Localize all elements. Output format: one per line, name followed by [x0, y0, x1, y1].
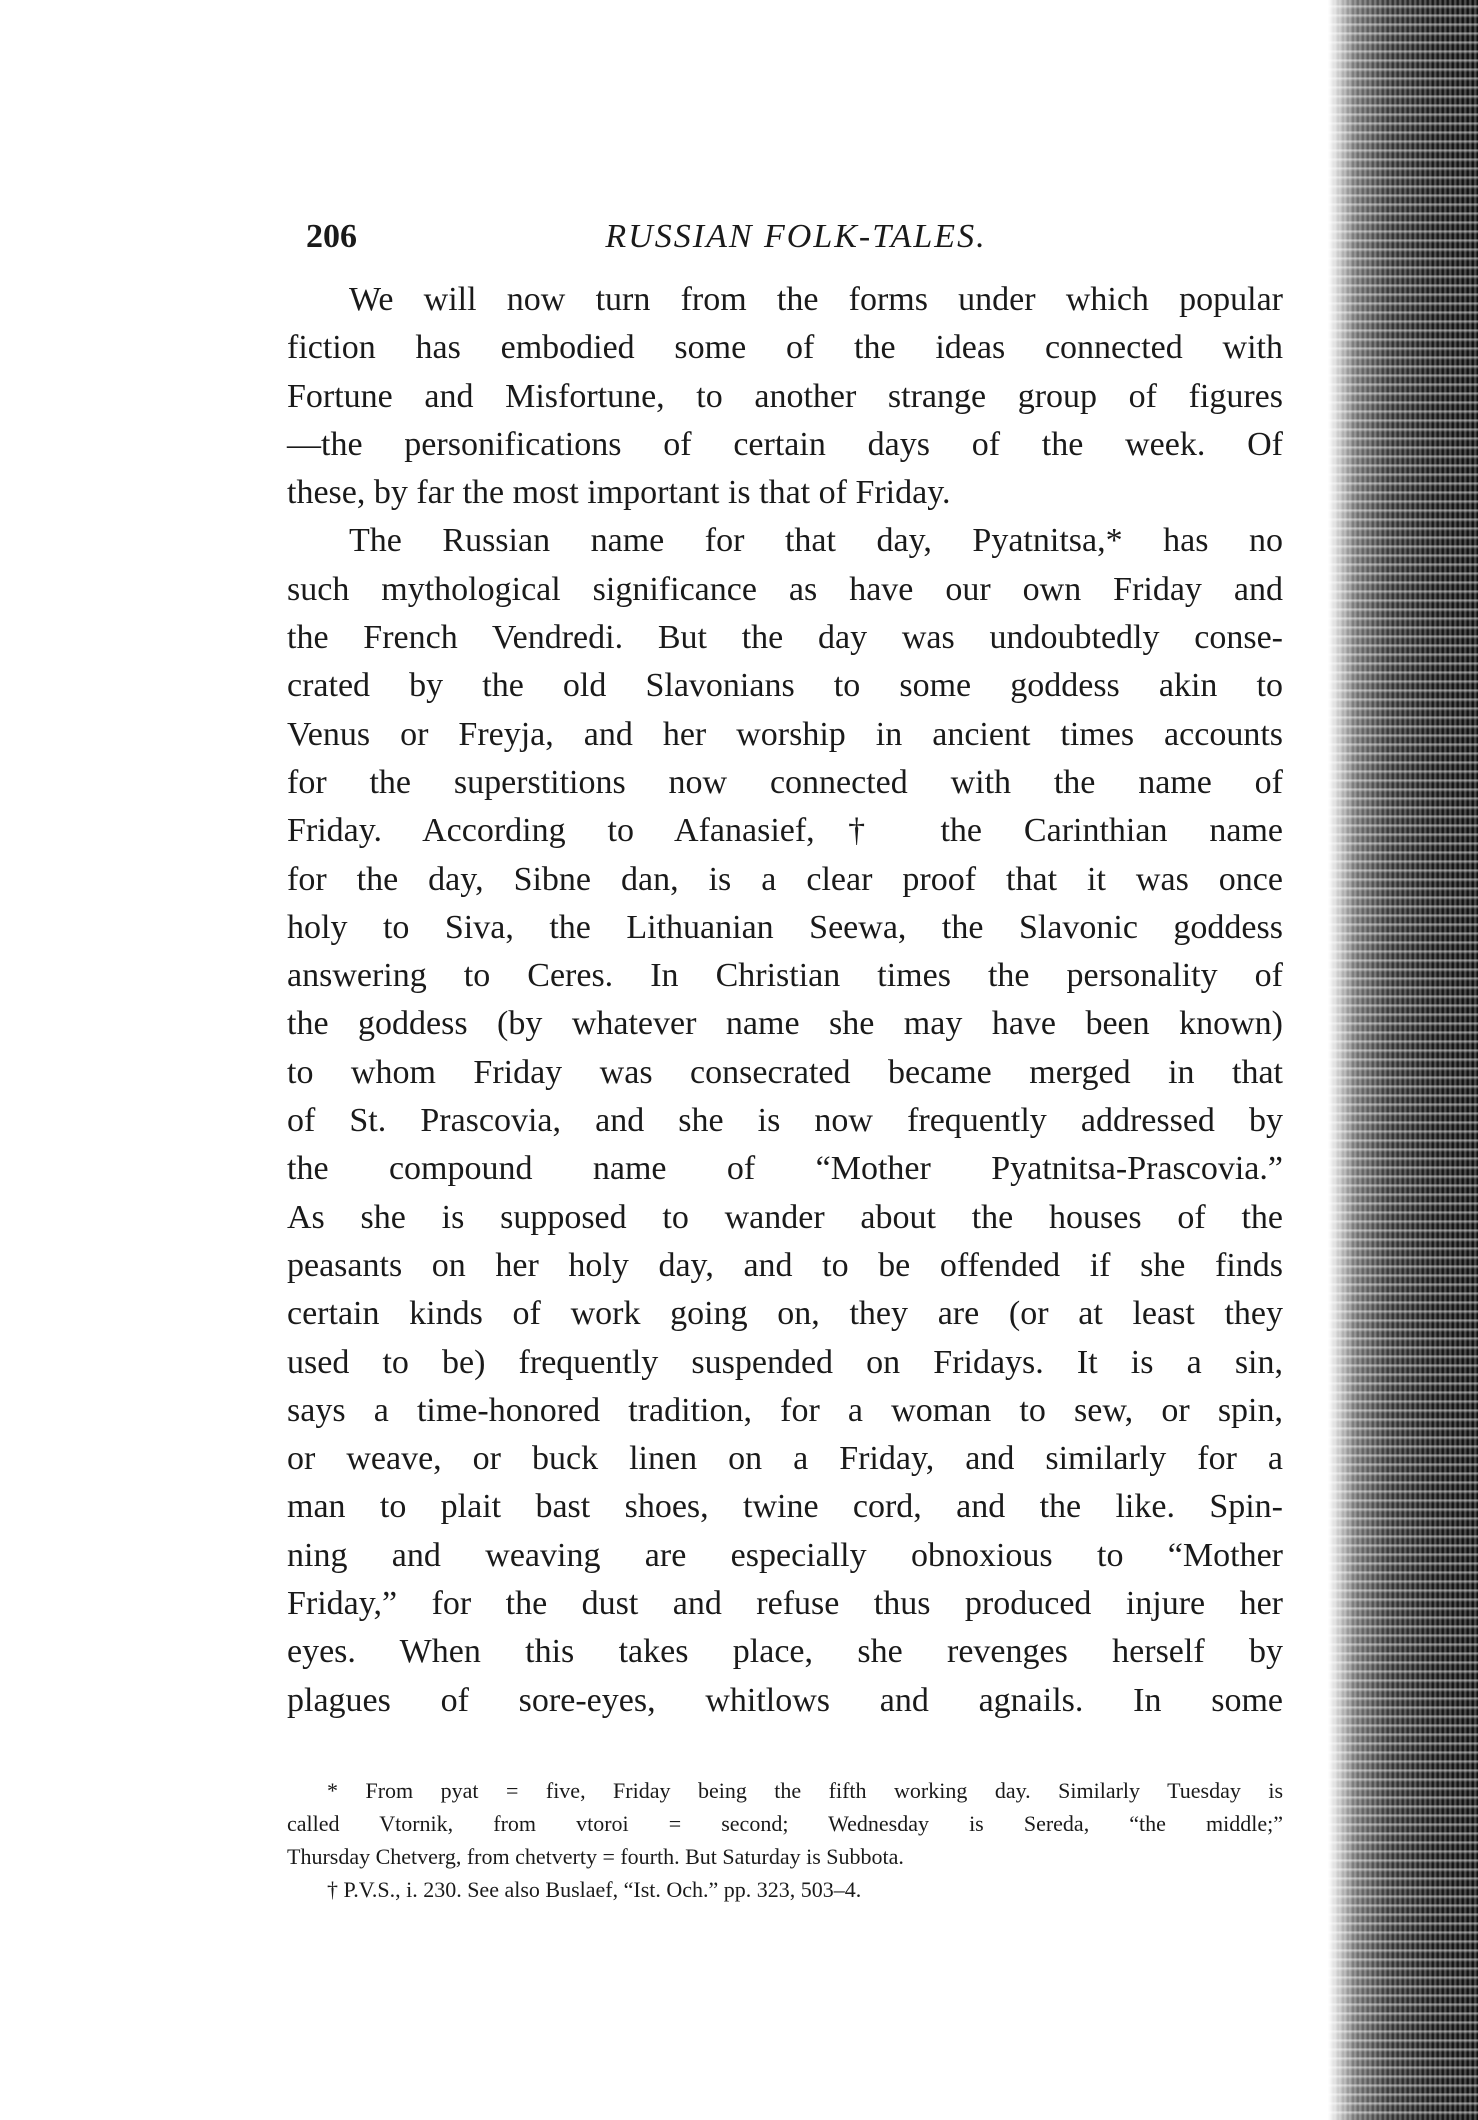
footnote-line: * From pyat = five, Friday being the fifth working day. Similarly Tuesday is: [327, 1778, 1283, 1803]
page-edge-shadow: [1328, 0, 1478, 2120]
text-line: fiction has embodied some of the ideas connected with: [287, 329, 1283, 367]
body-text: [287, 276, 1283, 1725]
text-line: plagues of sore-eyes, whitlows and agnails. In some: [287, 1681, 1283, 1719]
text-line: peasants on her holy day, and to be offended if she finds: [287, 1246, 1283, 1284]
text-line: or weave, or buck linen on a Friday, and similarly for a: [287, 1440, 1283, 1478]
text-line: As she is supposed to wander about the houses of the: [287, 1198, 1283, 1236]
text-line: used to be) frequently suspended on Fridays. It is a sin,: [287, 1343, 1283, 1381]
text-line: Friday,” for the dust and refuse thus produced injure her: [287, 1585, 1283, 1623]
text-line: the French Vendredi. But the day was undoubtedly conse-: [287, 619, 1283, 657]
text-line: says a time-honored tradition, for a woman to sew, or spin,: [287, 1391, 1283, 1429]
text-line: holy to Siva, the Lithuanian Seewa, the Slavonic goddess: [287, 908, 1283, 946]
footnote-line: called Vtornik, from vtoroi = second; Wednesday is Sereda, “the middle;”: [287, 1811, 1283, 1836]
running-title: RUSSIAN FOLK-TALES.: [605, 218, 987, 255]
page-header: [306, 212, 1286, 262]
text-line: crated by the old Slavonians to some goddess akin to: [287, 667, 1283, 705]
text-line: certain kinds of work going on, they are (or at least they: [287, 1295, 1283, 1333]
text-line: of St. Prascovia, and she is now frequently addressed by: [287, 1102, 1283, 1140]
text-line: ning and weaving are especially obnoxious to “Mother: [287, 1536, 1283, 1574]
text-line: these, by far the most important is that of Friday.: [287, 474, 951, 512]
text-line: Fortune and Misfortune, to another strange group of figures: [287, 377, 1283, 415]
text-line: answering to Ceres. In Christian times the personality of: [287, 957, 1283, 995]
text-line: We will now turn from the forms under which popular: [349, 281, 1283, 318]
footnote-line: † P.V.S., i. 230. See also Buslaef, “Ist. Och.” pp. 323, 503–4.: [327, 1877, 862, 1902]
text-line: the goddess (by whatever name she may have been known): [287, 1005, 1283, 1043]
text-line: Friday. According to Afanasief,† the Carinthian name: [287, 812, 1283, 850]
page-number: 206: [306, 218, 357, 255]
text-line: eyes. When this takes place, she revenges herself by: [287, 1633, 1283, 1671]
text-line: The Russian name for that day, Pyatnitsa,* has no: [349, 522, 1283, 560]
text-line: for the superstitions now connected with the name of: [287, 763, 1283, 801]
text-line: Venus or Freyja, and her worship in ancient times accounts: [287, 715, 1283, 753]
footnote-line: Thursday Chetverg, from chetverty = fourth. But Saturday is Subbota.: [287, 1844, 904, 1869]
text-line: to whom Friday was consecrated became merged in that: [287, 1053, 1283, 1091]
text-line: —the personifications of certain days of the week. Of: [287, 425, 1283, 463]
text-line: the compound name of “Mother Pyatnitsa-Prascovia.”: [287, 1150, 1283, 1188]
text-line: such mythological significance as have our own Friday and: [287, 570, 1283, 608]
footnotes: [287, 1774, 1283, 1906]
text-line: for the day, Sibne dan, is a clear proof that it was once: [287, 860, 1283, 898]
text-line: man to plait bast shoes, twine cord, and the like. Spin-: [287, 1488, 1283, 1526]
